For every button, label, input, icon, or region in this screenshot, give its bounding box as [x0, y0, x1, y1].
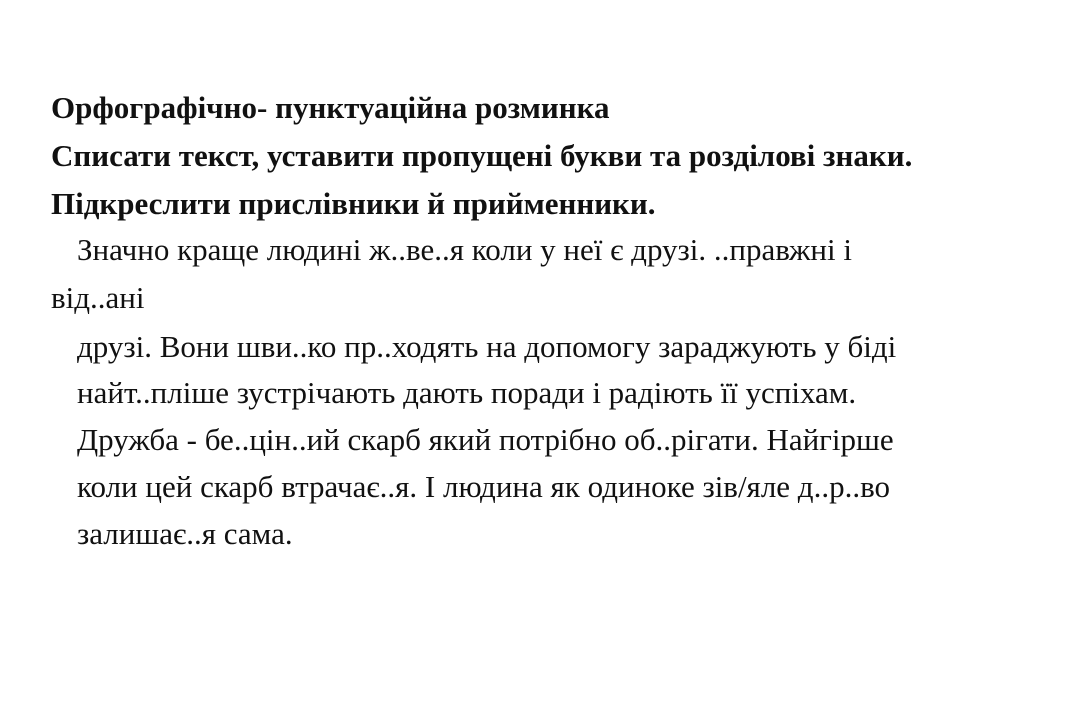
text-line: Дружба - бе..цін..ий скарб який потрібно об..рігати. Найгірше — [77, 422, 894, 457]
task-instruction-line-1: Списати текст, уставити пропущені букви та розділові знаки. — [51, 138, 913, 173]
text-line: від..ані — [51, 280, 145, 315]
exercise-title: Орфографічно- пунктуаційна розминка — [51, 90, 610, 125]
task-instruction-line-2: Підкреслити прислівники й прийменники. — [51, 186, 656, 221]
text-line: Значно краще людині ж..ве..я коли у неї є друзі. ..правжні і — [77, 232, 852, 267]
text-line: коли цей скарб втрачає..я. І людина як одиноке зів/яле д..р..во — [77, 469, 890, 504]
text-line: залишає..я сама. — [77, 516, 293, 551]
text-line: найт..пліше зустрічають дають поради і радіють її успіхам. — [77, 375, 857, 410]
text-line: друзі. Вони шви..ко пр..ходять на допомогу зараджують у біді — [77, 329, 897, 364]
